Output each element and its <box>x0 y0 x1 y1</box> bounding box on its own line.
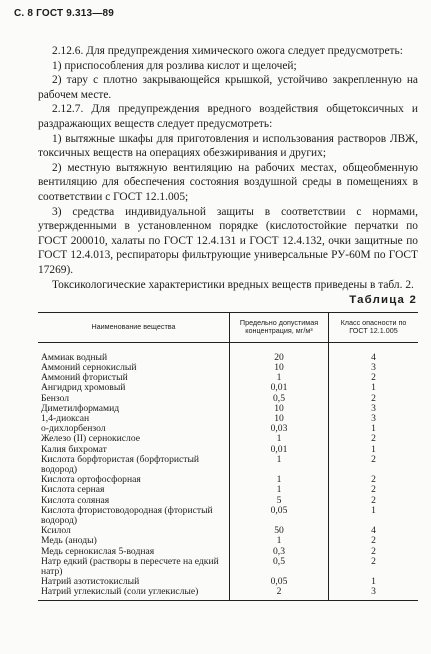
cell-hazard: 3 <box>329 404 419 414</box>
table-row <box>38 455 418 475</box>
paragraph: 1) вытяжные шкафы для приготовления и использования растворов ЛВЖ, токсичных веществ на операциях обезжиривания и других; <box>38 132 418 160</box>
cell-pdk: 0,05 <box>230 577 329 587</box>
cell-hazard: 1 <box>329 445 419 455</box>
cell-name: Медь сернокислая 5-водная <box>41 545 155 557</box>
column-header-pdk: Предельно допустимая концентрация, мг/м³ <box>230 313 329 343</box>
table-row <box>38 587 418 600</box>
cell-pdk: 2 <box>230 587 329 600</box>
cell-pdk: 0,5 <box>230 557 329 577</box>
cell-name: Бензол <box>41 392 70 404</box>
cell-hazard: 2 <box>329 455 419 475</box>
cell-hazard: 2 <box>329 496 419 506</box>
cell-hazard: 2 <box>329 373 419 383</box>
cell-hazard: 2 <box>329 557 419 577</box>
cell-name: Диметилформамид <box>41 402 120 414</box>
cell-name: Аммиак водный <box>41 351 108 363</box>
toxicology-table <box>38 312 418 601</box>
cell-hazard: 1 <box>329 506 419 526</box>
paragraph: 2.12.6. Для предупреждения химического ожога следует предусмотреть: <box>52 45 403 57</box>
cell-pdk: 1 <box>230 373 329 383</box>
paragraph: 3) средства индивидуальной защиты в соответствии с нормами, утвержденными в установленном порядке (кислотостойкие перчатки по ГОСТ 200010, халаты по ГОСТ 12.4.131 и ГОСТ 12.4.132, очки защитные по ГОСТ 12.4.013, респираторы фильтрующие универсальные РУ-60М по ГОСТ 17269). <box>38 205 418 276</box>
page-header: С. 8 ГОСТ 9.313—89 <box>14 8 115 19</box>
cell-hazard: 2 <box>329 394 419 404</box>
column-header-hazard: Класс опасности по ГОСТ 12.1.005 <box>329 313 419 343</box>
cell-hazard: 1 <box>329 424 419 434</box>
cell-name: о-дихлорбензол <box>41 423 106 435</box>
cell-pdk: 10 <box>230 404 329 414</box>
table-row <box>38 404 418 414</box>
table-caption: Таблица 2 <box>349 294 417 306</box>
body-text <box>38 44 418 292</box>
table-row <box>38 383 418 393</box>
cell-name: Ксилол <box>41 525 71 537</box>
cell-hazard: 2 <box>329 475 419 485</box>
paragraph: 2) тару с плотно закрывающейся крышкой, устойчиво закрепленную на рабочем месте. <box>38 74 418 101</box>
cell-name: Кислота соляная <box>41 494 110 506</box>
cell-name: Аммоний фтористый <box>41 372 128 384</box>
paragraph: 2) местную вытяжную вентиляцию на рабочих местах, общеобменную вентиляцию для обеспечения состояния воздушной среды в помещениях в соответствии с ГОСТ 12.1.005; <box>38 161 418 203</box>
cell-name: Калия бихромат <box>41 443 107 455</box>
cell-hazard: 2 <box>329 485 419 495</box>
table-row <box>38 557 418 577</box>
cell-hazard: 3 <box>329 363 419 373</box>
paragraph: Токсикологические характеристики вредных веществ приведены в табл. 2. <box>52 278 414 291</box>
paragraph: 1) приспособления для розлива кислот и щелочей; <box>52 59 297 72</box>
table-header-row <box>38 313 418 343</box>
cell-pdk: 0,5 <box>230 394 329 404</box>
cell-name: Кислота серная <box>41 484 105 496</box>
cell-hazard: 1 <box>329 577 419 587</box>
cell-hazard: 2 <box>329 536 419 546</box>
cell-name: 1,4-диоксан <box>41 413 90 425</box>
cell-pdk: 1 <box>230 434 329 444</box>
cell-pdk: 0,03 <box>230 424 329 434</box>
cell-pdk: 20 <box>230 342 329 363</box>
cell-name: Аммоний сернокислый <box>41 362 137 374</box>
cell-hazard: 1 <box>329 383 419 393</box>
cell-pdk: 10 <box>230 414 329 424</box>
cell-name: Кислота ортофосфорная <box>41 474 141 486</box>
cell-hazard: 3 <box>329 587 419 600</box>
cell-hazard: 4 <box>329 342 419 363</box>
cell-hazard: 3 <box>329 414 419 424</box>
cell-hazard: 2 <box>329 547 419 557</box>
cell-pdk: 1 <box>230 455 329 475</box>
cell-pdk: 0,3 <box>230 547 329 557</box>
cell-pdk: 1 <box>230 475 329 485</box>
table-row <box>38 342 418 363</box>
cell-name: Натрий азотистокислый <box>41 576 140 588</box>
cell-hazard: 4 <box>329 526 419 536</box>
cell-name: Медь (аноды) <box>41 535 97 547</box>
cell-name: Кислота фтористоводородная (фтористый водород) <box>41 504 213 527</box>
column-header-name: Наименование вещества <box>38 313 230 343</box>
table-row <box>38 506 418 526</box>
cell-hazard: 2 <box>329 434 419 444</box>
cell-pdk: 0,01 <box>230 383 329 393</box>
cell-name: Натр едкий (растворы в пересчете на едкий натр) <box>41 555 219 578</box>
cell-pdk: 1 <box>230 485 329 495</box>
table-body <box>38 342 418 600</box>
paragraph: 2.12.7. Для предупреждения вредного воздействия общетоксичных и раздражающих веществ следует предусмотреть: <box>38 103 418 130</box>
cell-pdk: 10 <box>230 363 329 373</box>
cell-pdk: 0,01 <box>230 445 329 455</box>
cell-pdk: 0,05 <box>230 506 329 526</box>
cell-name: Натрий углекислый (соли углекислые) <box>38 587 230 600</box>
cell-name: Ангидрид хромовый <box>41 382 126 394</box>
cell-pdk: 50 <box>230 526 329 536</box>
cell-pdk: 1 <box>230 536 329 546</box>
cell-name: Кислота борфтористая (борфтористый водород) <box>41 453 200 476</box>
cell-name: Железо (II) сернокислое <box>41 433 141 445</box>
cell-pdk: 5 <box>230 496 329 506</box>
